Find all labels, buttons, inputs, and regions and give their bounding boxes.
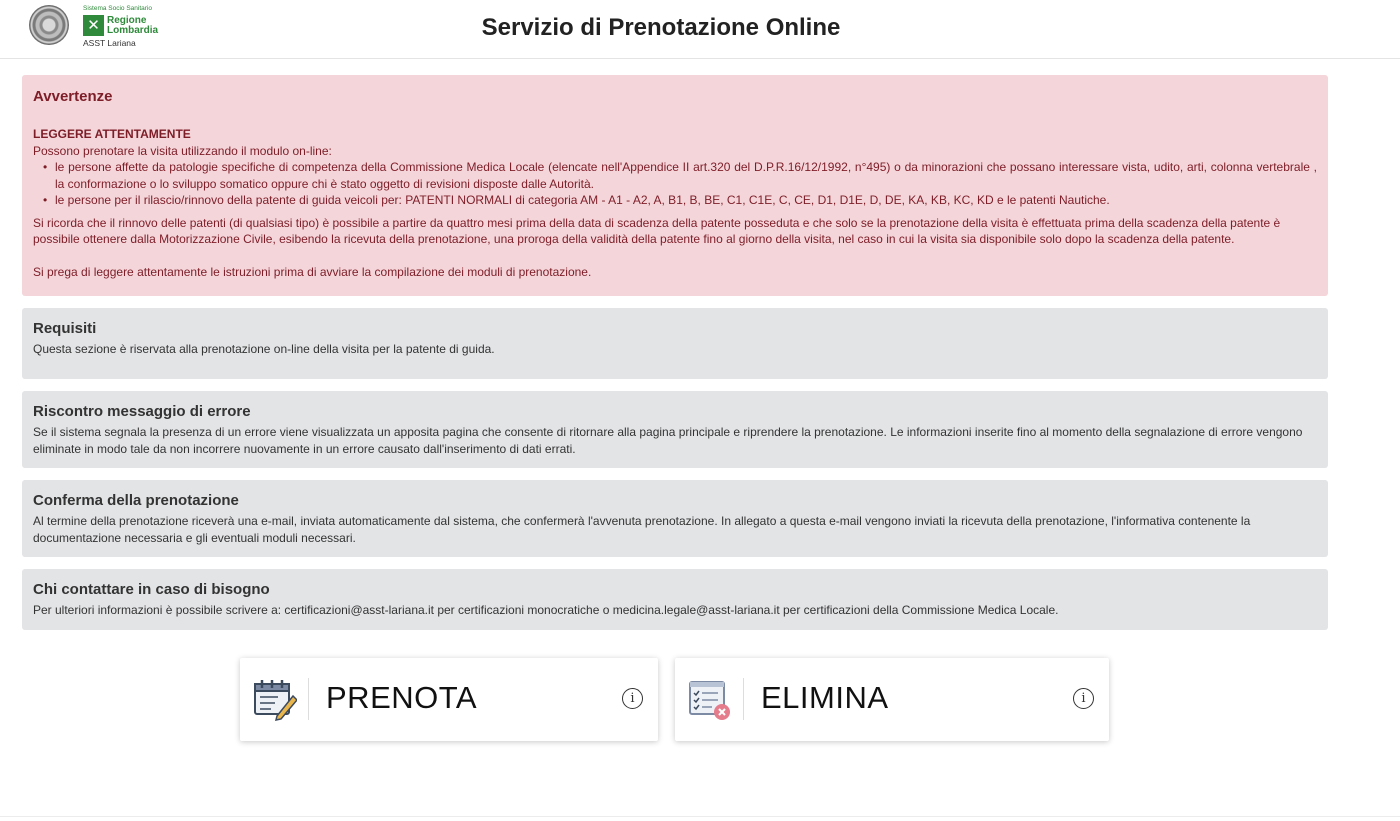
prenota-label: PRENOTA [326, 680, 478, 715]
conferma-text: Al termine della prenotazione riceverà una e-mail, inviata automaticamente dal sistema, che confermerà l'avvenuta prenotazione. In allegato a questa e-mail vengono inviati la ricevuta della prenotazione, l'informativa contenente la documentazione necessaria e gli eventuali moduli necessari. [33, 514, 1251, 545]
card-divider [308, 678, 309, 720]
logo-tagline: Sistema Socio Sanitario [83, 5, 153, 12]
elimina-button[interactable] [675, 658, 1109, 741]
logo-name-line-2: Lombardia [107, 25, 159, 36]
lombardia-rose-icon: ✕ [83, 15, 104, 36]
errore-title: Riscontro messaggio di errore [33, 403, 251, 420]
contatti-title: Chi contattare in caso di bisogno [33, 581, 270, 598]
logo-name-line-1: Regione [107, 15, 147, 26]
page-title: Servizio di Prenotazione Online [481, 14, 841, 41]
avvertenze-lead: LEGGERE ATTENTAMENTE [33, 127, 191, 141]
requisiti-panel [22, 308, 1328, 379]
avvertenze-list [33, 159, 1317, 209]
calendar-edit-icon [253, 678, 297, 722]
contatti-panel [22, 569, 1328, 630]
logo-asst-name: ASST Lariana [83, 38, 136, 48]
info-icon[interactable]: i [622, 688, 643, 709]
info-icon[interactable]: i [1073, 688, 1094, 709]
footer-divider [0, 816, 1400, 817]
list-delete-icon [688, 678, 732, 722]
requisiti-text: Questa sezione è riservata alla prenotazione on-line della visita per la patente di guida. [33, 342, 495, 356]
avvertenze-title: Avvertenze [33, 88, 113, 105]
prenota-button[interactable] [240, 658, 658, 741]
avvertenze-note: Si ricorda che il rinnovo delle patenti (di qualsiasi tipo) è possibile a partire da quattro mesi prima della data di scadenza della patente posseduta e che solo se la prenotazione della visita è effettuata prima della scadenza della patente è possibile ottenere dalla Motorizzazione Civile, esibendo la ricevuta della prenotazione, una proroga della validità della patente fino al giorno della visita, nel caso in cui la visita sia disponibile solo dopo la scadenza della patente. [33, 215, 1281, 246]
list-item: • le persone affette da patologie specifiche di competenza della Commissione Medica Locale (elencate nell'Appendice II art.320 del D.P.R.16/12/1992, n°495) o da minorazioni che possano interessare vista, udito, arti, colonna vertebrale , la conformazione o lo sviluppo somatico oppure chi è stato oggetto di revisioni disposte dalle Autorità. [55, 159, 1317, 192]
card-divider [743, 678, 744, 720]
list-item: • le persone per il rilascio/rinnovo della patente di guida veicoli per: PATENTI NORMALI di categoria AM - A1 - A2, A, B1, B, BE, C1, C1E, C, CE, D1, D1E, D, DE, KA, KB, KC, KD e le patenti Nautiche. [55, 192, 1317, 209]
conferma-panel [22, 480, 1328, 557]
contatti-text: Per ulteriori informazioni è possibile scrivere a: certificazioni@asst-lariana.it per certificazioni monocratiche o medicina.legale@asst-lariana.it per certificazioni della Commissione Medica Locale. [33, 603, 1059, 617]
page-header [0, 0, 1400, 59]
requisiti-title: Requisiti [33, 320, 97, 337]
avvertenze-intro: Possono prenotare la visita utilizzando il modulo on-line: [33, 143, 332, 158]
avvertenze-panel [22, 75, 1328, 296]
errore-text: Se il sistema segnala la presenza di un errore viene visualizzata un apposita pagina che consente di ritornare alla pagina principale e riprendere la prenotazione. Le informazioni inserite fino al momento della segnalazione di errore vengono eliminate in modo tale da non incorrere nuovamente in un errore causato dall'inserimento di dati errati. [33, 425, 1303, 456]
elimina-label: ELIMINA [761, 680, 889, 715]
conferma-title: Conferma della prenotazione [33, 492, 239, 509]
avvertenze-closing: Si prega di leggere attentamente le istruzioni prima di avviare la compilazione dei moduli di prenotazione. [33, 264, 592, 279]
errore-panel [22, 391, 1328, 468]
